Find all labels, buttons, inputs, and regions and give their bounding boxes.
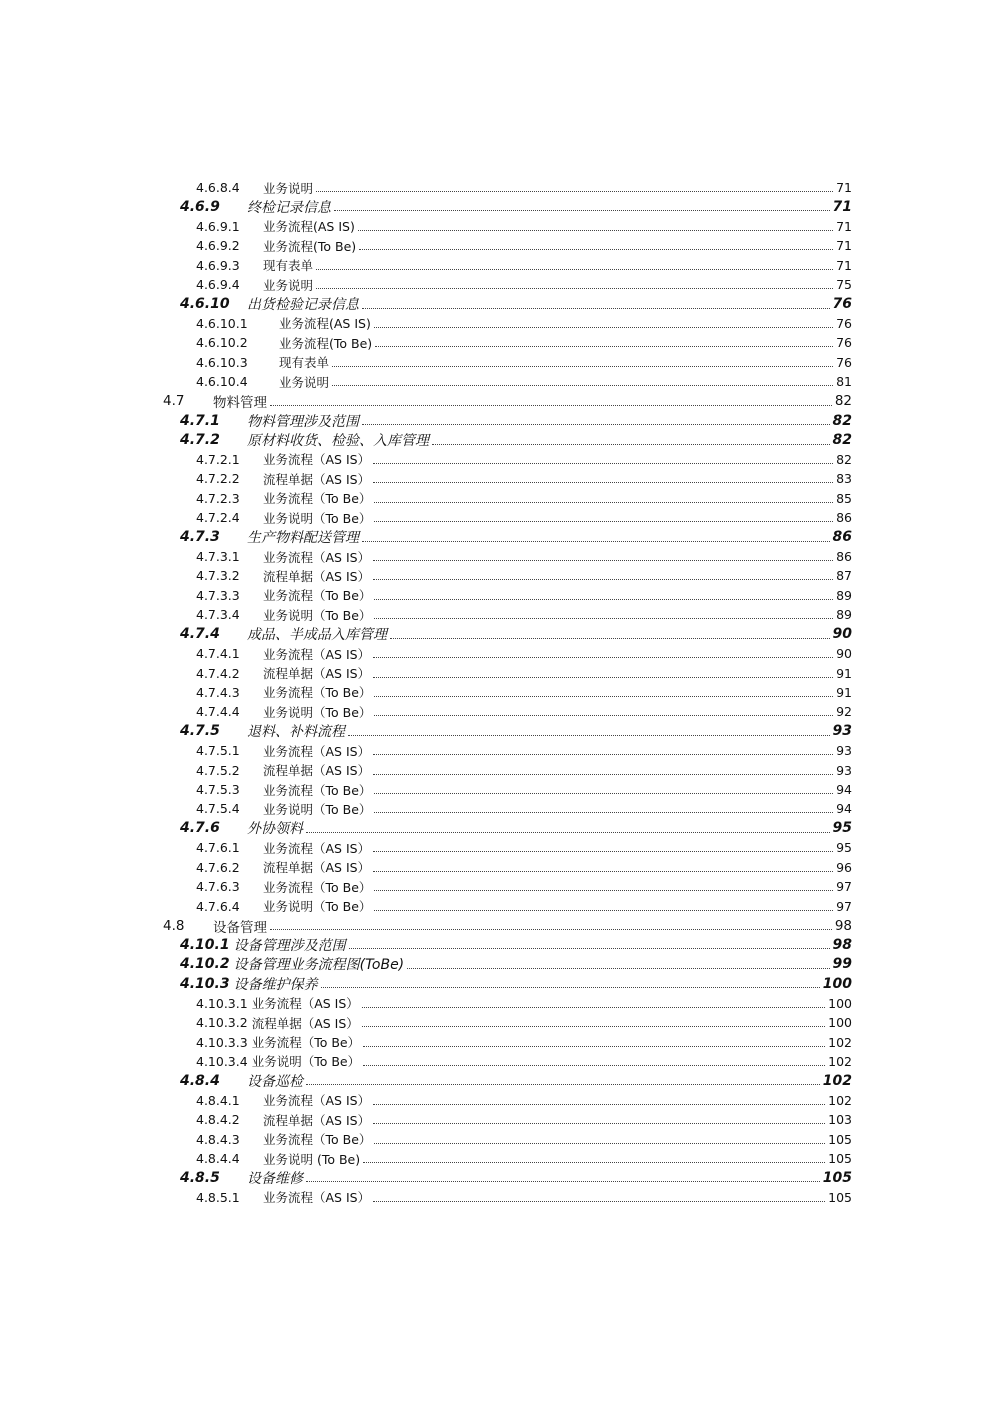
toc-entry-page: 71 xyxy=(836,218,852,234)
toc-entry-number: 4.6.10.4 xyxy=(196,374,248,390)
toc-entry-number: 4.6.8.4 xyxy=(196,180,240,195)
toc-entry[interactable] xyxy=(180,1071,852,1090)
toc-entry[interactable] xyxy=(180,955,852,974)
toc-entry-page: 98 xyxy=(834,917,852,934)
toc-entry[interactable] xyxy=(180,819,852,838)
toc-entry-title: 业务说明（To Be） xyxy=(263,801,372,817)
toc-entry-number: 4.7.3 xyxy=(180,529,220,546)
toc-entry-page: 71 xyxy=(836,238,852,254)
toc-dot-leader xyxy=(363,1065,825,1066)
toc-entry-number: 4.8.5 xyxy=(180,1169,220,1186)
toc-entry-number: 4.8.4.4 xyxy=(196,1151,240,1166)
toc-dot-leader xyxy=(373,560,833,561)
toc-entry-number: 4.6.10.3 xyxy=(196,354,248,370)
toc-entry-page: 75 xyxy=(836,277,852,293)
toc-entry[interactable] xyxy=(196,780,852,799)
toc-dot-leader xyxy=(306,832,830,833)
toc-entry[interactable] xyxy=(180,722,852,741)
toc-entry[interactable] xyxy=(196,1052,852,1071)
toc-entry-title: 流程单据（AS IS） xyxy=(251,1015,359,1031)
toc-entry-page: 100 xyxy=(828,995,852,1011)
toc-entry[interactable] xyxy=(196,1110,852,1129)
toc-entry-title: 业务说明 (To Be) xyxy=(263,1151,361,1167)
toc-entry-number: 4.7.2.1 xyxy=(196,451,240,467)
toc-dot-leader xyxy=(373,851,833,852)
toc-entry-page: 76 xyxy=(836,354,852,370)
toc-entry-title: 外协领料 xyxy=(247,821,303,838)
toc-entry-title: 设备管理涉及范围 xyxy=(233,937,346,954)
toc-entry-number: 4.7.4.2 xyxy=(196,665,240,681)
toc-entry-page: 86 xyxy=(836,549,852,564)
toc-entry-page: 95 xyxy=(836,840,852,856)
toc-dot-leader xyxy=(362,541,830,542)
toc-entry-title: 业务说明 xyxy=(279,374,330,390)
toc-entry-title: 业务流程（AS IS） xyxy=(263,1093,371,1109)
toc-entry-page: 87 xyxy=(836,568,852,584)
toc-entry-title: 设备维护保养 xyxy=(233,976,318,993)
toc-entry-title: 业务流程（To Be） xyxy=(263,879,372,895)
toc-dot-leader xyxy=(373,463,833,464)
toc-entry-number: 4.7.4.4 xyxy=(196,704,240,720)
toc-entry[interactable] xyxy=(180,295,852,314)
toc-dot-leader xyxy=(362,308,830,309)
toc-dot-leader xyxy=(373,657,833,658)
toc-entry-title: 设备维修 xyxy=(247,1170,303,1187)
toc-entry-title: 流程单据（AS IS） xyxy=(263,860,371,876)
toc-dot-leader xyxy=(374,715,833,716)
toc-entry[interactable] xyxy=(163,916,852,935)
toc-dot-leader xyxy=(374,599,833,600)
toc-entry-number: 4.7.2.4 xyxy=(196,510,240,526)
toc-dot-leader xyxy=(334,210,830,211)
toc-dot-leader xyxy=(374,1143,825,1144)
toc-entry-title: 设备管理业务流程图(ToBe) xyxy=(233,957,405,974)
toc-entry-title: 业务流程（AS IS） xyxy=(263,549,371,565)
toc-entry-title: 业务流程（AS IS） xyxy=(263,452,371,468)
toc-entry[interactable] xyxy=(180,197,852,216)
toc-dot-leader xyxy=(362,424,830,425)
toc-dot-leader xyxy=(349,948,830,949)
toc-entry-number: 4.10.3.3 xyxy=(196,1034,248,1050)
toc-entry-page: 95 xyxy=(832,820,852,837)
toc-entry[interactable] xyxy=(196,217,852,236)
toc-entry-number: 4.8.4.2 xyxy=(196,1112,240,1128)
toc-entry-title: 业务流程(To Be) xyxy=(263,238,357,254)
toc-entry-page: 96 xyxy=(836,859,852,875)
toc-entry[interactable] xyxy=(196,702,852,721)
toc-entry-title: 业务说明 xyxy=(263,277,314,293)
toc-entry-title: 物料管理涉及范围 xyxy=(247,413,359,430)
toc-entry-number: 4.7.4.1 xyxy=(196,646,240,662)
toc-entry[interactable] xyxy=(180,625,852,644)
toc-entry-title: 业务说明（To Be） xyxy=(251,1054,361,1070)
toc-entry-page: 85 xyxy=(836,490,852,506)
toc-dot-leader xyxy=(270,929,832,930)
toc-entry-page: 102 xyxy=(822,1072,852,1089)
toc-entry-number: 4.10.3 xyxy=(180,975,230,992)
toc-entry-number: 4.6.10.1 xyxy=(196,315,248,331)
toc-entry-page: 99 xyxy=(832,956,852,973)
toc-entry-page: 71 xyxy=(832,198,852,215)
toc-dot-leader xyxy=(373,774,833,775)
toc-entry-page: 94 xyxy=(836,782,852,797)
toc-dot-leader xyxy=(306,1084,820,1085)
toc-entry-title: 业务流程（To Be） xyxy=(263,685,372,701)
toc-entry[interactable] xyxy=(196,683,852,702)
toc-entry-number: 4.7.5.3 xyxy=(196,782,240,797)
toc-entry[interactable] xyxy=(180,1168,852,1187)
toc-dot-leader xyxy=(362,1007,825,1008)
toc-entry-number: 4.7.4 xyxy=(180,626,220,643)
toc-entry-number: 4.6.9.1 xyxy=(196,218,240,234)
toc-entry-title: 业务流程（To Be） xyxy=(263,782,372,798)
toc-entry-title: 业务流程(AS IS) xyxy=(279,316,371,332)
toc-entry-page: 100 xyxy=(822,975,852,992)
toc-entry-number: 4.7.6.1 xyxy=(196,840,240,856)
toc-dot-leader xyxy=(374,812,833,813)
toc-entry-number: 4.7.4.3 xyxy=(196,684,240,700)
toc-dot-leader xyxy=(374,502,833,503)
toc-entry-page: 93 xyxy=(836,762,852,778)
toc-entry[interactable] xyxy=(196,761,852,780)
toc-entry-page: 91 xyxy=(836,684,852,700)
toc-entry[interactable] xyxy=(196,489,852,508)
toc-entry-page: 76 xyxy=(836,315,852,331)
toc-dot-leader xyxy=(373,1201,825,1202)
toc-entry-page: 82 xyxy=(832,432,852,448)
toc-entry-number: 4.7.5 xyxy=(180,723,220,740)
toc-entry-page: 86 xyxy=(832,529,852,546)
toc-entry-title: 业务流程（To Be） xyxy=(263,1132,372,1148)
toc-entry[interactable] xyxy=(163,392,852,411)
toc-dot-leader xyxy=(373,579,833,580)
toc-dot-leader xyxy=(374,890,833,891)
toc-dot-leader xyxy=(373,482,833,483)
toc-entry-number: 4.8.4 xyxy=(180,1072,220,1089)
toc-dot-leader xyxy=(359,249,833,250)
toc-entry-page: 105 xyxy=(828,1131,852,1147)
toc-dot-leader xyxy=(374,793,833,794)
toc-entry-title: 业务流程（To Be） xyxy=(251,1035,361,1050)
toc-entry-page: 105 xyxy=(828,1189,852,1205)
toc-entry-page: 102 xyxy=(828,1092,852,1108)
toc-entry-number: 4.7.5.4 xyxy=(196,801,240,817)
toc-entry-number: 4.7.2.3 xyxy=(196,490,240,506)
toc-entry[interactable] xyxy=(196,1091,852,1110)
toc-entry[interactable] xyxy=(196,799,852,818)
toc-entry-number: 4.6.9.3 xyxy=(196,257,240,273)
toc-entry-number: 4.8.4.3 xyxy=(196,1131,240,1147)
toc-entry[interactable] xyxy=(196,644,852,663)
toc-dot-leader xyxy=(332,366,833,367)
toc-dot-leader xyxy=(348,735,830,736)
toc-entry-page: 76 xyxy=(832,296,852,312)
toc-entry-number: 4.10.3.1 xyxy=(196,995,248,1011)
toc-entry-number: 4.7.6.4 xyxy=(196,898,240,914)
toc-entry-title: 业务流程（To Be） xyxy=(263,491,372,507)
toc-entry-title: 业务说明（To Be） xyxy=(263,607,372,623)
toc-entry-title: 业务流程（AS IS） xyxy=(251,996,359,1012)
toc-dot-leader xyxy=(332,385,833,386)
toc-entry[interactable] xyxy=(196,353,852,372)
toc-dot-leader xyxy=(363,1046,825,1047)
toc-entry-number: 4.6.10 xyxy=(180,296,230,312)
toc-entry-page: 100 xyxy=(828,1015,852,1031)
toc-entry-number: 4.7.3.3 xyxy=(196,587,240,603)
toc-entry-title: 成品、半成品入库管理 xyxy=(247,627,387,644)
toc-entry[interactable] xyxy=(196,1013,852,1032)
toc-entry-page: 97 xyxy=(836,879,852,895)
toc-entry-title: 终检记录信息 xyxy=(247,199,331,216)
toc-entry[interactable] xyxy=(196,372,852,391)
toc-dot-leader xyxy=(373,1104,825,1105)
toc-entry[interactable] xyxy=(196,469,852,488)
toc-entry[interactable] xyxy=(196,741,852,760)
toc-entry-title: 设备管理 xyxy=(213,919,267,936)
toc-entry-number: 4.7.3.1 xyxy=(196,549,240,564)
toc-dot-leader xyxy=(316,269,833,270)
toc-entry[interactable] xyxy=(180,431,852,450)
toc-entry-page: 103 xyxy=(828,1112,852,1128)
toc-entry-page: 81 xyxy=(836,374,852,390)
toc-entry-title: 业务流程（AS IS） xyxy=(263,646,371,662)
toc-entry-title: 业务流程(AS IS) xyxy=(263,219,355,235)
toc-entry-title: 业务流程(To Be) xyxy=(279,335,373,351)
toc-entry-page: 82 xyxy=(836,451,852,467)
toc-entry-number: 4.7.3.4 xyxy=(196,607,240,623)
toc-dot-leader xyxy=(373,754,833,755)
toc-entry[interactable] xyxy=(196,236,852,255)
toc-entry[interactable] xyxy=(196,1033,852,1052)
toc-entry-page: 92 xyxy=(836,704,852,720)
toc-entry[interactable] xyxy=(196,450,852,469)
toc-entry[interactable] xyxy=(196,877,852,896)
toc-entry[interactable] xyxy=(196,508,852,527)
toc-dot-leader xyxy=(270,405,832,406)
toc-entry-number: 4.7.2 xyxy=(180,432,220,448)
toc-entry[interactable] xyxy=(196,586,852,605)
toc-entry-page: 83 xyxy=(836,471,852,487)
toc-entry-page: 82 xyxy=(832,412,852,429)
toc-entry[interactable] xyxy=(180,411,852,430)
toc-entry[interactable] xyxy=(196,1130,852,1149)
toc-entry-number: 4.7.2.2 xyxy=(196,471,240,487)
toc-entry[interactable] xyxy=(180,528,852,547)
toc-dot-leader xyxy=(358,230,833,231)
toc-entry-page: 71 xyxy=(836,257,852,273)
toc-entry[interactable] xyxy=(180,974,852,993)
toc-entry-page: 89 xyxy=(836,607,852,623)
toc-entry-title: 业务流程（To Be） xyxy=(263,588,372,604)
toc-entry-title: 业务说明（To Be） xyxy=(263,704,372,720)
toc-entry-number: 4.8.4.1 xyxy=(196,1092,240,1108)
toc-entry[interactable] xyxy=(196,897,852,916)
toc-entry-title: 现有表单 xyxy=(279,355,330,371)
toc-dot-leader xyxy=(321,987,820,988)
toc-entry-page: 93 xyxy=(832,723,852,740)
toc-entry-page: 90 xyxy=(836,646,852,662)
toc-entry[interactable] xyxy=(196,664,852,683)
toc-dot-leader xyxy=(375,346,833,347)
toc-entry[interactable] xyxy=(196,1149,852,1168)
toc-entry[interactable] xyxy=(180,935,852,954)
toc-entry-number: 4.7.3.2 xyxy=(196,568,240,584)
toc-dot-leader xyxy=(373,1123,825,1124)
toc-dot-leader xyxy=(374,618,833,619)
toc-entry[interactable] xyxy=(196,994,852,1013)
toc-entry-page: 90 xyxy=(832,626,852,643)
toc-entry-number: 4.7.5.1 xyxy=(196,743,240,759)
toc-entry-number: 4.10.2 xyxy=(180,956,230,973)
toc-entry[interactable] xyxy=(196,838,852,857)
toc-entry-title: 设备巡检 xyxy=(247,1073,303,1090)
toc-dot-leader xyxy=(390,638,830,639)
toc-dot-leader xyxy=(316,191,833,192)
toc-entry-title: 流程单据（AS IS） xyxy=(263,666,371,681)
toc-entry-title: 业务流程（AS IS） xyxy=(263,743,371,759)
toc-dot-leader xyxy=(316,288,833,289)
toc-entry-page: 76 xyxy=(836,335,852,351)
toc-dot-leader xyxy=(363,1162,825,1163)
toc-dot-leader xyxy=(374,910,833,911)
toc-entry-title: 物料管理 xyxy=(213,395,267,412)
toc-entry-number: 4.8.5.1 xyxy=(196,1189,240,1205)
toc-entry[interactable] xyxy=(196,256,852,275)
toc-entry-page: 102 xyxy=(828,1034,852,1050)
toc-entry[interactable] xyxy=(196,275,852,294)
toc-dot-leader xyxy=(407,968,829,969)
toc-dot-leader xyxy=(432,444,830,445)
toc-dot-leader xyxy=(362,1026,825,1027)
toc-entry-page: 91 xyxy=(836,665,852,681)
toc-entry[interactable] xyxy=(196,333,852,352)
toc-dot-leader xyxy=(374,521,833,522)
toc-entry-title: 业务说明（To Be） xyxy=(263,510,372,526)
toc-entry-number: 4.10.1 xyxy=(180,936,230,953)
toc-entry-page: 93 xyxy=(836,743,852,759)
toc-dot-leader xyxy=(374,696,833,697)
toc-entry-title: 业务说明 xyxy=(263,180,314,196)
toc-entry-page: 82 xyxy=(834,393,852,410)
toc-entry-title: 出货检验记录信息 xyxy=(247,297,359,313)
toc-entry-number: 4.10.3.4 xyxy=(196,1053,248,1069)
toc-entry-title: 生产物料配送管理 xyxy=(247,530,359,547)
toc-entry-page: 98 xyxy=(832,936,852,953)
toc-entry-title: 流程单据（AS IS） xyxy=(263,1112,371,1128)
toc-entry-number: 4.10.3.2 xyxy=(196,1015,248,1031)
toc-entry-title: 业务流程（AS IS） xyxy=(263,1190,371,1206)
toc-entry-title: 退料、补料流程 xyxy=(247,724,345,741)
toc-entry-title: 原材料收货、检验、入库管理 xyxy=(247,433,429,449)
toc-entry-title: 流程单据（AS IS） xyxy=(263,471,371,487)
toc-entry-title: 业务流程（AS IS） xyxy=(263,840,371,856)
toc-entry-page: 97 xyxy=(836,898,852,914)
toc-entry-page: 102 xyxy=(828,1053,852,1069)
toc-entry-page: 71 xyxy=(836,180,852,195)
toc-entry-number: 4.7.6.2 xyxy=(196,859,240,875)
toc-entry[interactable] xyxy=(196,858,852,877)
toc-entry-number: 4.8 xyxy=(163,917,185,934)
toc-dot-leader xyxy=(373,871,833,872)
toc-entry[interactable] xyxy=(196,605,852,624)
toc-entry-number: 4.7.1 xyxy=(180,412,220,429)
toc-entry[interactable] xyxy=(196,178,852,197)
toc-dot-leader xyxy=(306,1181,820,1182)
toc-entry[interactable] xyxy=(196,547,852,566)
toc-entry-number: 4.6.9.4 xyxy=(196,277,240,293)
toc-entry-number: 4.7 xyxy=(163,393,185,410)
toc-entry-title: 流程单据（AS IS） xyxy=(263,568,371,584)
toc-entry-title: 流程单据（AS IS） xyxy=(263,763,371,779)
toc-dot-leader xyxy=(374,327,833,328)
toc-entry-page: 105 xyxy=(828,1151,852,1166)
toc-entry[interactable] xyxy=(196,566,852,585)
toc-entry-title: 现有表单 xyxy=(263,258,314,274)
toc-entry[interactable] xyxy=(196,1188,852,1207)
toc-entry-page: 94 xyxy=(836,801,852,817)
toc-entry-page: 86 xyxy=(836,510,852,526)
toc-entry-number: 4.7.5.2 xyxy=(196,762,240,778)
toc-entry-title: 业务说明（To Be） xyxy=(263,899,372,914)
toc-entry-number: 4.6.9 xyxy=(180,198,220,215)
toc-entry-number: 4.7.6.3 xyxy=(196,879,240,895)
toc-entry[interactable] xyxy=(196,314,852,333)
toc-dot-leader xyxy=(373,677,833,678)
toc-entry-page: 89 xyxy=(836,587,852,603)
toc-entry-number: 4.6.9.2 xyxy=(196,238,240,254)
toc-entry-page: 105 xyxy=(822,1169,852,1186)
toc-entry-number: 4.7.6 xyxy=(180,820,220,837)
toc-entry-number: 4.6.10.2 xyxy=(196,335,248,351)
